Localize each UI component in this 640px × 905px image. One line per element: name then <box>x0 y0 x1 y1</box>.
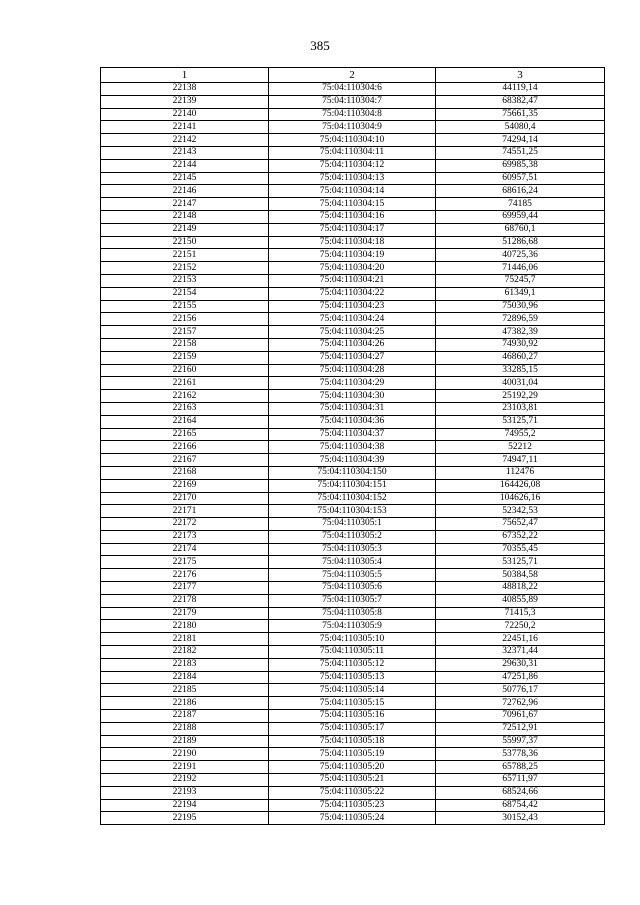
value-cell: 74551,25 <box>436 146 605 159</box>
cadastral-number-cell: 75:04:110304:17 <box>269 223 436 236</box>
cadastral-number-cell: 75:04:110304:7 <box>269 95 436 108</box>
table-row <box>101 338 605 351</box>
table-row <box>101 326 605 339</box>
cadastral-number-cell: 75:04:110305:10 <box>269 633 436 646</box>
cadastral-number-cell: 75:04:110305:15 <box>269 697 436 710</box>
value-cell: 46860,27 <box>436 351 605 364</box>
cadastral-number-cell: 75:04:110305:2 <box>269 530 436 543</box>
table-row <box>101 799 605 812</box>
cadastral-number-cell: 75:04:110304:15 <box>269 198 436 211</box>
cadastral-number-cell: 75:04:110304:31 <box>269 402 436 415</box>
cadastral-number-cell: 75:04:110305:8 <box>269 607 436 620</box>
table-row <box>101 671 605 684</box>
table-row <box>101 735 605 748</box>
table-row <box>101 198 605 211</box>
row-number-cell: 22141 <box>101 121 269 134</box>
column-header-2: 2 <box>269 68 436 83</box>
value-cell: 22451,16 <box>436 633 605 646</box>
cadastral-number-cell: 75:04:110304:30 <box>269 390 436 403</box>
cadastral-number-cell: 75:04:110304:36 <box>269 415 436 428</box>
cadastral-number-cell: 75:04:110304:11 <box>269 146 436 159</box>
table-row <box>101 518 605 531</box>
table-row <box>101 543 605 556</box>
table-row <box>101 402 605 415</box>
row-number-cell: 22189 <box>101 735 269 748</box>
value-cell: 75652,47 <box>436 518 605 531</box>
table-row <box>101 159 605 172</box>
table-row <box>101 262 605 275</box>
cadastral-number-cell: 75:04:110305:12 <box>269 658 436 671</box>
value-cell: 68760,1 <box>436 223 605 236</box>
row-number-cell: 22161 <box>101 377 269 390</box>
row-number-cell: 22163 <box>101 402 269 415</box>
row-number-cell: 22159 <box>101 351 269 364</box>
table-row <box>101 658 605 671</box>
table-row <box>101 556 605 569</box>
table-row <box>101 134 605 147</box>
value-cell: 61349,1 <box>436 287 605 300</box>
row-number-cell: 22171 <box>101 505 269 518</box>
value-cell: 68616,24 <box>436 185 605 198</box>
table-row <box>101 697 605 710</box>
cadastral-number-cell: 75:04:110304:16 <box>269 210 436 223</box>
row-number-cell: 22151 <box>101 249 269 262</box>
table-row <box>101 83 605 96</box>
row-number-cell: 22188 <box>101 722 269 735</box>
cadastral-number-cell: 75:04:110304:18 <box>269 236 436 249</box>
value-cell: 40725,36 <box>436 249 605 262</box>
value-cell: 70961,67 <box>436 710 605 723</box>
value-cell: 72512,91 <box>436 722 605 735</box>
value-cell: 50384,58 <box>436 569 605 582</box>
row-number-cell: 22140 <box>101 108 269 121</box>
table-row <box>101 812 605 825</box>
table-row <box>101 364 605 377</box>
row-number-cell: 22143 <box>101 146 269 159</box>
cadastral-number-cell: 75:04:110304:10 <box>269 134 436 147</box>
value-cell: 68382,47 <box>436 95 605 108</box>
table-row <box>101 274 605 287</box>
cadastral-number-cell: 75:04:110305:6 <box>269 582 436 595</box>
value-cell: 104626,16 <box>436 492 605 505</box>
table-row <box>101 236 605 249</box>
table-row <box>101 300 605 313</box>
row-number-cell: 22174 <box>101 543 269 556</box>
table-row <box>101 351 605 364</box>
value-cell: 29630,31 <box>436 658 605 671</box>
value-cell: 53125,71 <box>436 415 605 428</box>
value-cell: 112476 <box>436 466 605 479</box>
row-number-cell: 22153 <box>101 274 269 287</box>
table-row <box>101 146 605 159</box>
value-cell: 44119,14 <box>436 83 605 96</box>
value-cell: 50776,17 <box>436 684 605 697</box>
value-cell: 51286,68 <box>436 236 605 249</box>
row-number-cell: 22175 <box>101 556 269 569</box>
table-row <box>101 761 605 774</box>
value-cell: 65788,25 <box>436 761 605 774</box>
table-row <box>101 172 605 185</box>
cadastral-value-table <box>100 67 605 825</box>
row-number-cell: 22144 <box>101 159 269 172</box>
value-cell: 67352,22 <box>436 530 605 543</box>
cadastral-number-cell: 75:04:110305:13 <box>269 671 436 684</box>
row-number-cell: 22192 <box>101 774 269 787</box>
cadastral-number-cell: 75:04:110304:29 <box>269 377 436 390</box>
row-number-cell: 22165 <box>101 428 269 441</box>
row-number-cell: 22191 <box>101 761 269 774</box>
cadastral-number-cell: 75:04:110305:4 <box>269 556 436 569</box>
cadastral-number-cell: 75:04:110304:14 <box>269 185 436 198</box>
row-number-cell: 22185 <box>101 684 269 697</box>
row-number-cell: 22180 <box>101 620 269 633</box>
cadastral-number-cell: 75:04:110305:21 <box>269 774 436 787</box>
row-number-cell: 22139 <box>101 95 269 108</box>
cadastral-number-cell: 75:04:110304:6 <box>269 83 436 96</box>
cadastral-number-cell: 75:04:110305:17 <box>269 722 436 735</box>
row-number-cell: 22178 <box>101 594 269 607</box>
row-number-cell: 22166 <box>101 441 269 454</box>
cadastral-number-cell: 75:04:110305:20 <box>269 761 436 774</box>
cadastral-number-cell: 75:04:110305:3 <box>269 543 436 556</box>
row-number-cell: 22145 <box>101 172 269 185</box>
row-number-cell: 22186 <box>101 697 269 710</box>
table-row <box>101 786 605 799</box>
table-row <box>101 108 605 121</box>
table-row <box>101 95 605 108</box>
table-row <box>101 121 605 134</box>
table-row <box>101 774 605 787</box>
cadastral-number-cell: 75:04:110304:24 <box>269 313 436 326</box>
table-row <box>101 646 605 659</box>
table-row <box>101 441 605 454</box>
value-cell: 72896,59 <box>436 313 605 326</box>
cadastral-number-cell: 75:04:110305:11 <box>269 646 436 659</box>
value-cell: 68524,66 <box>436 786 605 799</box>
cadastral-number-cell: 75:04:110305:14 <box>269 684 436 697</box>
row-number-cell: 22168 <box>101 466 269 479</box>
value-cell: 32371,44 <box>436 646 605 659</box>
cadastral-number-cell: 75:04:110304:152 <box>269 492 436 505</box>
cadastral-number-cell: 75:04:110304:23 <box>269 300 436 313</box>
table-row <box>101 722 605 735</box>
table-body <box>101 83 605 825</box>
value-cell: 52342,53 <box>436 505 605 518</box>
cadastral-number-cell: 75:04:110304:19 <box>269 249 436 262</box>
cadastral-number-cell: 75:04:110305:23 <box>269 799 436 812</box>
value-cell: 48818,22 <box>436 582 605 595</box>
row-number-cell: 22172 <box>101 518 269 531</box>
column-header-3: 3 <box>436 68 605 83</box>
row-number-cell: 22147 <box>101 198 269 211</box>
table-row <box>101 466 605 479</box>
row-number-cell: 22183 <box>101 658 269 671</box>
header-row <box>101 68 605 83</box>
row-number-cell: 22190 <box>101 748 269 761</box>
table-row <box>101 569 605 582</box>
row-number-cell: 22182 <box>101 646 269 659</box>
cadastral-number-cell: 75:04:110305:18 <box>269 735 436 748</box>
cadastral-number-cell: 75:04:110305:1 <box>269 518 436 531</box>
row-number-cell: 22158 <box>101 338 269 351</box>
value-cell: 75030,96 <box>436 300 605 313</box>
row-number-cell: 22155 <box>101 300 269 313</box>
table-row <box>101 582 605 595</box>
cadastral-number-cell: 75:04:110304:27 <box>269 351 436 364</box>
value-cell: 70355,45 <box>436 543 605 556</box>
cadastral-number-cell: 75:04:110305:5 <box>269 569 436 582</box>
cadastral-number-cell: 75:04:110304:39 <box>269 454 436 467</box>
cadastral-number-cell: 75:04:110304:9 <box>269 121 436 134</box>
value-cell: 74947,11 <box>436 454 605 467</box>
cadastral-number-cell: 75:04:110304:37 <box>269 428 436 441</box>
cadastral-number-cell: 75:04:110304:12 <box>269 159 436 172</box>
cadastral-number-cell: 75:04:110305:7 <box>269 594 436 607</box>
table-row <box>101 428 605 441</box>
cadastral-number-cell: 75:04:110304:150 <box>269 466 436 479</box>
value-cell: 52212 <box>436 441 605 454</box>
row-number-cell: 22167 <box>101 454 269 467</box>
row-number-cell: 22170 <box>101 492 269 505</box>
value-cell: 25192,29 <box>436 390 605 403</box>
row-number-cell: 22142 <box>101 134 269 147</box>
value-cell: 75661,35 <box>436 108 605 121</box>
table-row <box>101 492 605 505</box>
value-cell: 40031,04 <box>436 377 605 390</box>
table-row <box>101 287 605 300</box>
table-row <box>101 249 605 262</box>
cadastral-number-cell: 75:04:110305:19 <box>269 748 436 761</box>
table-row <box>101 594 605 607</box>
table-row <box>101 710 605 723</box>
row-number-cell: 22169 <box>101 479 269 492</box>
table-row <box>101 530 605 543</box>
row-number-cell: 22195 <box>101 812 269 825</box>
value-cell: 72250,2 <box>436 620 605 633</box>
cadastral-number-cell: 75:04:110304:22 <box>269 287 436 300</box>
row-number-cell: 22138 <box>101 83 269 96</box>
row-number-cell: 22173 <box>101 530 269 543</box>
value-cell: 74955,2 <box>436 428 605 441</box>
row-number-cell: 22181 <box>101 633 269 646</box>
value-cell: 55997,37 <box>436 735 605 748</box>
cadastral-number-cell: 75:04:110305:22 <box>269 786 436 799</box>
cadastral-number-cell: 75:04:110304:25 <box>269 326 436 339</box>
column-header-1: 1 <box>101 68 269 83</box>
cadastral-number-cell: 75:04:110305:16 <box>269 710 436 723</box>
value-cell: 75245,7 <box>436 274 605 287</box>
row-number-cell: 22146 <box>101 185 269 198</box>
value-cell: 74930,92 <box>436 338 605 351</box>
row-number-cell: 22162 <box>101 390 269 403</box>
table-header <box>101 68 605 83</box>
cadastral-number-cell: 75:04:110304:151 <box>269 479 436 492</box>
table-row <box>101 748 605 761</box>
row-number-cell: 22184 <box>101 671 269 684</box>
table-row <box>101 415 605 428</box>
row-number-cell: 22179 <box>101 607 269 620</box>
cadastral-number-cell: 75:04:110304:153 <box>269 505 436 518</box>
value-cell: 33285,15 <box>436 364 605 377</box>
value-cell: 72762,96 <box>436 697 605 710</box>
value-cell: 68754,42 <box>436 799 605 812</box>
value-cell: 71415,3 <box>436 607 605 620</box>
value-cell: 40855,89 <box>436 594 605 607</box>
value-cell: 65711,97 <box>436 774 605 787</box>
row-number-cell: 22149 <box>101 223 269 236</box>
table-row <box>101 633 605 646</box>
table-row <box>101 607 605 620</box>
cadastral-number-cell: 75:04:110304:26 <box>269 338 436 351</box>
cadastral-number-cell: 75:04:110304:28 <box>269 364 436 377</box>
row-number-cell: 22150 <box>101 236 269 249</box>
value-cell: 74185 <box>436 198 605 211</box>
row-number-cell: 22187 <box>101 710 269 723</box>
cadastral-number-cell: 75:04:110304:21 <box>269 274 436 287</box>
table-row <box>101 210 605 223</box>
table-row <box>101 505 605 518</box>
row-number-cell: 22154 <box>101 287 269 300</box>
value-cell: 47382,39 <box>436 326 605 339</box>
value-cell: 47251,86 <box>436 671 605 684</box>
value-cell: 69985,38 <box>436 159 605 172</box>
cadastral-number-cell: 75:04:110305:9 <box>269 620 436 633</box>
cadastral-number-cell: 75:04:110304:20 <box>269 262 436 275</box>
table-row <box>101 620 605 633</box>
table-row <box>101 479 605 492</box>
value-cell: 23103,81 <box>436 402 605 415</box>
row-number-cell: 22194 <box>101 799 269 812</box>
row-number-cell: 22156 <box>101 313 269 326</box>
table-row <box>101 223 605 236</box>
row-number-cell: 22164 <box>101 415 269 428</box>
value-cell: 53125,71 <box>436 556 605 569</box>
value-cell: 54080,4 <box>436 121 605 134</box>
row-number-cell: 22152 <box>101 262 269 275</box>
cadastral-number-cell: 75:04:110305:24 <box>269 812 436 825</box>
row-number-cell: 22160 <box>101 364 269 377</box>
value-cell: 69959,44 <box>436 210 605 223</box>
row-number-cell: 22148 <box>101 210 269 223</box>
row-number-cell: 22176 <box>101 569 269 582</box>
cadastral-number-cell: 75:04:110304:13 <box>269 172 436 185</box>
cadastral-number-cell: 75:04:110304:38 <box>269 441 436 454</box>
value-cell: 60957,51 <box>436 172 605 185</box>
row-number-cell: 22177 <box>101 582 269 595</box>
table-row <box>101 390 605 403</box>
row-number-cell: 22193 <box>101 786 269 799</box>
row-number-cell: 22157 <box>101 326 269 339</box>
cadastral-number-cell: 75:04:110304:8 <box>269 108 436 121</box>
table-row <box>101 185 605 198</box>
table-row <box>101 377 605 390</box>
table-row <box>101 454 605 467</box>
table-row <box>101 313 605 326</box>
table-row <box>101 684 605 697</box>
value-cell: 71446,06 <box>436 262 605 275</box>
page-number: 385 <box>310 38 330 53</box>
value-cell: 74294,14 <box>436 134 605 147</box>
value-cell: 164426,08 <box>436 479 605 492</box>
value-cell: 53778,36 <box>436 748 605 761</box>
value-cell: 30152,43 <box>436 812 605 825</box>
